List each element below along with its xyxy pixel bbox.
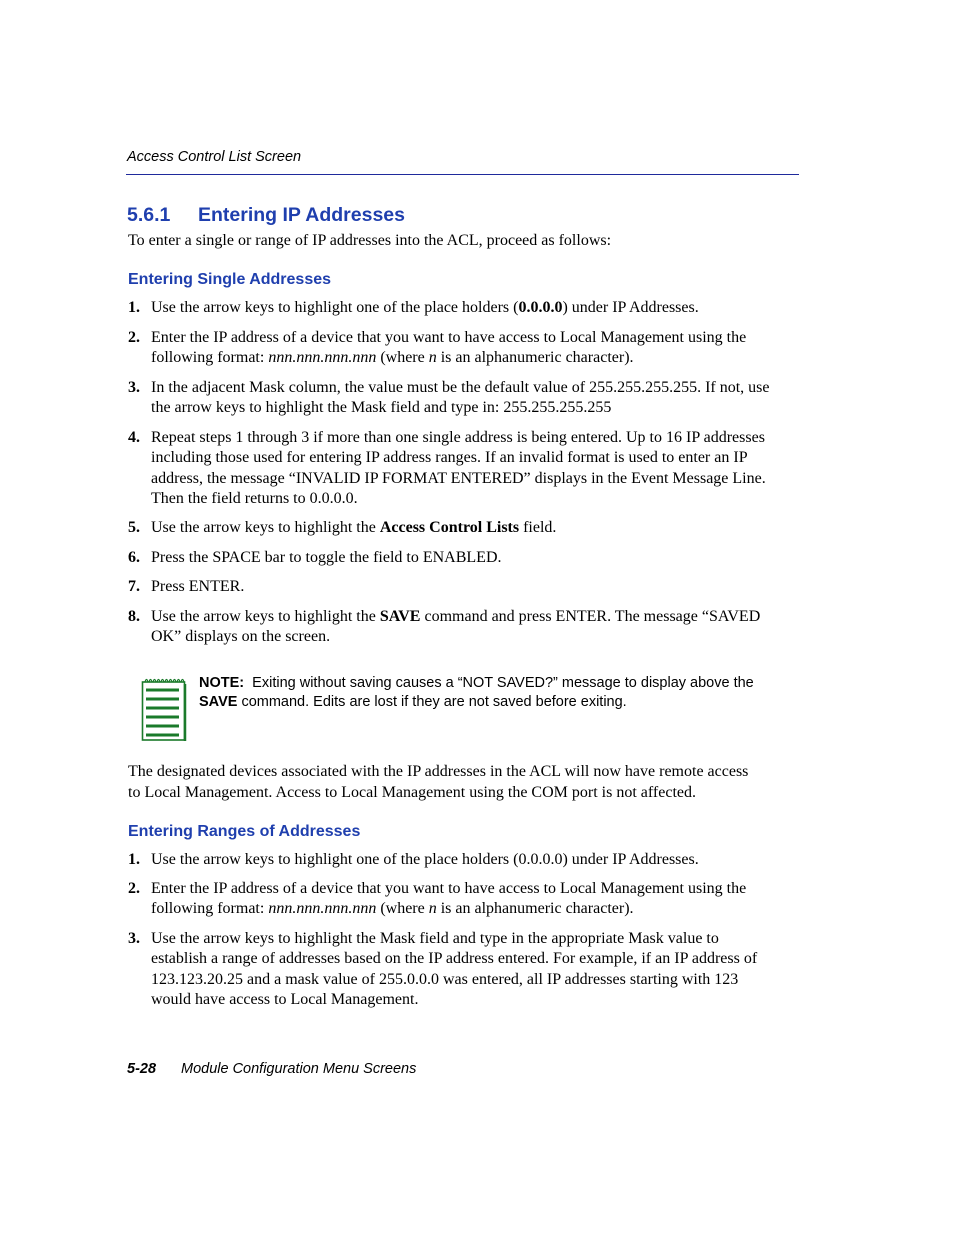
- step-line: OK” displays on the screen.: [151, 628, 331, 646]
- after-note-paragraph: [128, 762, 800, 803]
- step-number: 3.: [128, 379, 140, 396]
- footer-chapter: Module Configuration Menu Screens: [181, 1061, 417, 1077]
- step-line: Use the arrow keys to highlight one of the place holders (0.0.0.0) under IP Addresses.: [151, 299, 699, 316]
- step-line: Enter the IP address of a device that you want to have access to Local Management using the: [151, 329, 747, 346]
- step-number: 5.: [128, 519, 140, 536]
- step-line: Use the arrow keys to highlight the Access Control Lists field.: [151, 519, 557, 536]
- step-line: following format: nnn.nnn.nnn.nnn (where n is an alphanumeric character).: [151, 900, 634, 918]
- step-text: [151, 607, 801, 648]
- step-line: the arrow keys to highlight the Mask field and type in: 255.255.255.255: [151, 399, 612, 417]
- step-text: [151, 929, 801, 1010]
- step-line: Repeat steps 1 through 3 if more than one single address is being entered. Up to 16 IP addresses: [151, 429, 765, 446]
- step-number: 4.: [128, 429, 140, 446]
- step-number: 2.: [128, 329, 140, 346]
- step-line: Use the arrow keys to highlight the SAVE command and press ENTER. The message “SAVED: [151, 608, 761, 625]
- section-title: Entering IP Addresses: [198, 204, 405, 226]
- note-label: NOTE:: [199, 675, 245, 691]
- step-text: [151, 850, 801, 870]
- after-note-line: The designated devices associated with the IP addresses in the ACL will now have remote access: [128, 763, 749, 780]
- step-text: [151, 879, 801, 920]
- step-number: 1.: [128, 851, 140, 868]
- step-number: 7.: [128, 578, 140, 595]
- step-line: Then the field returns to 0.0.0.0.: [151, 489, 358, 507]
- section-number: 5.6.1: [127, 204, 171, 226]
- step-text: [151, 328, 801, 369]
- step-text: [151, 548, 801, 568]
- step-line: address, the message “INVALID IP FORMAT ENTERED” displays in the Event Message Line.: [151, 469, 766, 487]
- step-line: Press the SPACE bar to toggle the field to ENABLED.: [151, 549, 502, 566]
- step-line: including those used for entering IP address ranges. If an invalid format is used to enter an IP: [151, 449, 748, 467]
- step-text: [151, 518, 801, 538]
- note-line1: Exiting without saving causes a “NOT SAVED?” message to display above the: [252, 675, 754, 691]
- step-line: Use the arrow keys to highlight one of the place holders (0.0.0.0) under IP Addresses.: [151, 851, 699, 868]
- step-number: 3.: [128, 930, 140, 947]
- step-number: 2.: [128, 880, 140, 897]
- page-number: 5-28: [127, 1061, 157, 1077]
- note-save-keyword: SAVE: [199, 693, 238, 710]
- step-line: In the adjacent Mask column, the value must be the default value of 255.255.255.255. If not, use: [151, 379, 770, 396]
- subheading-ranges: Entering Ranges of Addresses: [128, 823, 361, 840]
- notepad-icon: [141, 676, 187, 742]
- note-line2: command. Edits are lost if they are not saved before exiting.: [241, 693, 627, 710]
- intro-paragraph: To enter a single or range of IP addresses into the ACL, proceed as follows:: [128, 232, 612, 249]
- step-line: would have access to Local Management.: [151, 990, 419, 1008]
- step-line: 123.123.20.25 and a mask value of 255.0.0.0 was entered, all IP addresses starting with 123: [151, 970, 739, 988]
- step-text: [151, 378, 801, 419]
- step-line: establish a range of addresses based on the IP address entered. For example, if an IP address of: [151, 950, 758, 968]
- running-header: Access Control List Screen: [127, 149, 302, 165]
- step-number: 8.: [128, 608, 140, 625]
- note-text: [199, 674, 799, 711]
- step-line: Use the arrow keys to highlight the Mask field and type in the appropriate Mask value to: [151, 930, 719, 947]
- step-text: [151, 428, 801, 509]
- after-note-line: to Local Management. Access to Local Management using the COM port is not affected.: [128, 783, 696, 801]
- step-number: 1.: [128, 299, 140, 316]
- step-text: [151, 298, 801, 318]
- header-rule: [126, 174, 799, 175]
- step-text: [151, 577, 801, 597]
- step-line: following format: nnn.nnn.nnn.nnn (where n is an alphanumeric character).: [151, 349, 634, 367]
- subheading-single: Entering Single Addresses: [128, 271, 332, 288]
- step-line: Press ENTER.: [151, 578, 245, 595]
- step-line: Enter the IP address of a device that you want to have access to Local Management using the: [151, 880, 747, 897]
- step-number: 6.: [128, 549, 140, 566]
